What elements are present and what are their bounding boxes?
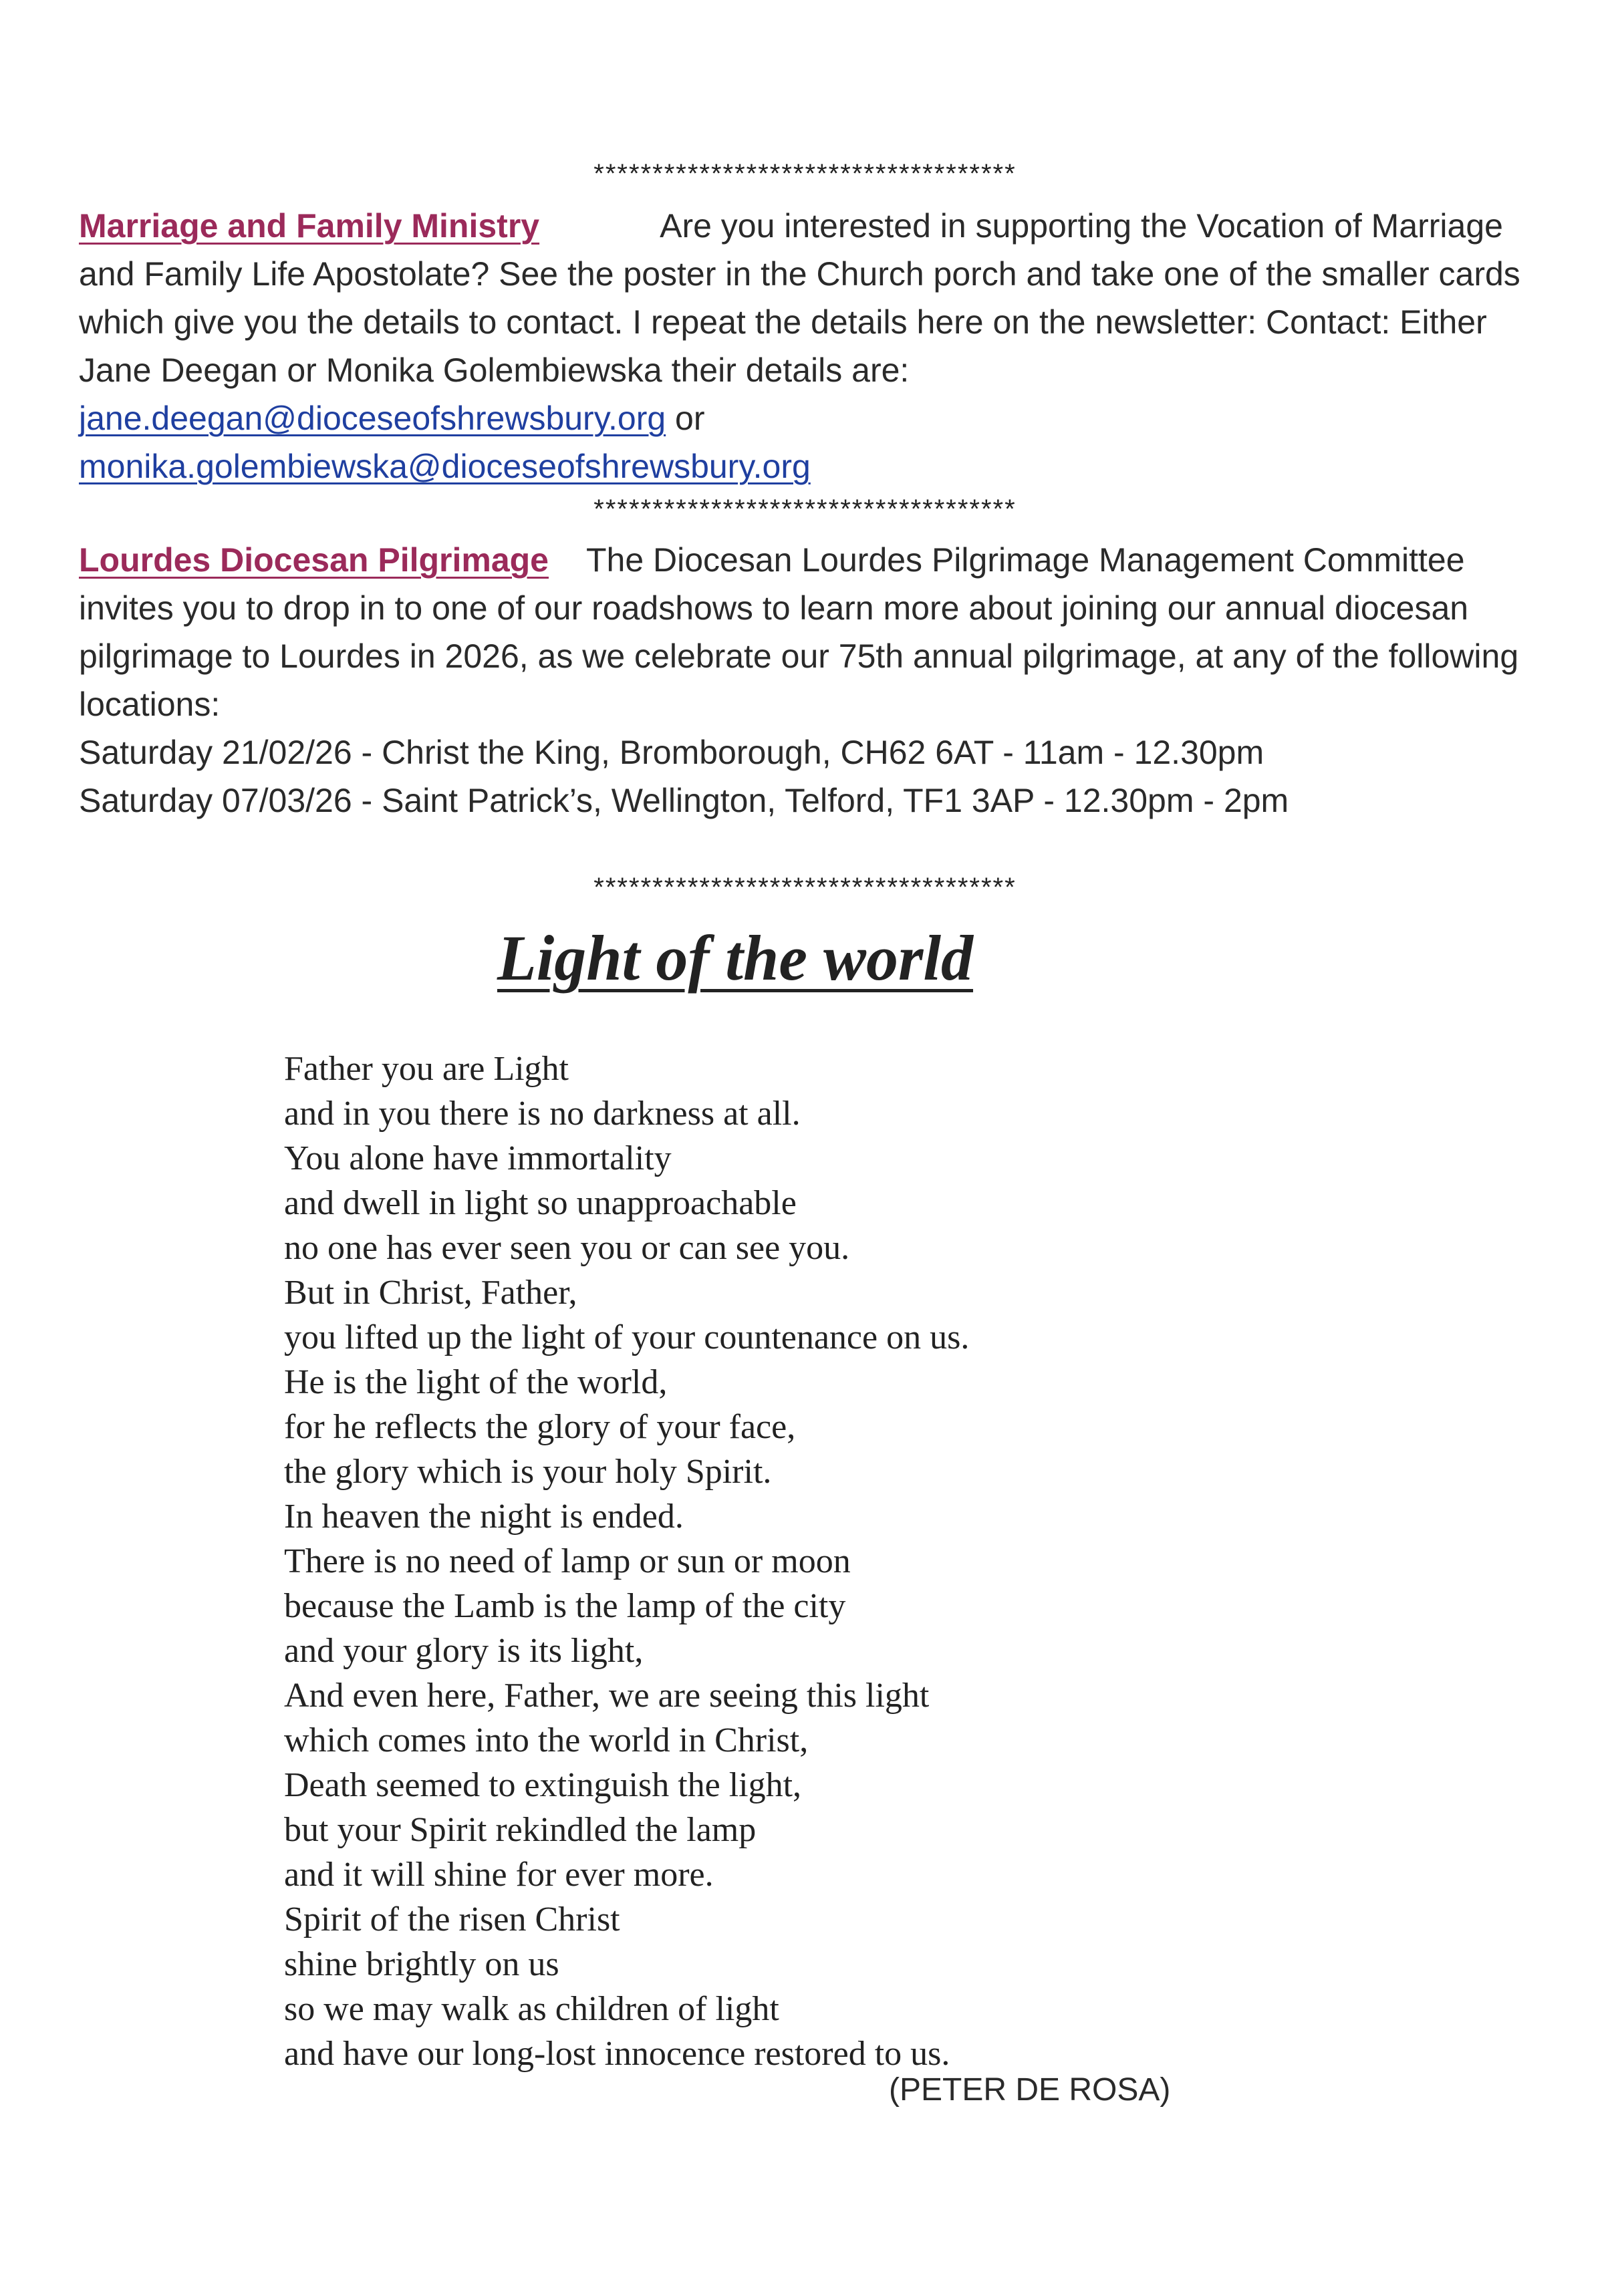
poem-line: the glory which is your holy Spirit.: [284, 1453, 772, 1491]
poem-line: which comes into the world in Christ,: [284, 1721, 809, 1759]
or-text: or: [666, 400, 705, 437]
poem-body: [284, 1046, 969, 2076]
poem-line: shine brightly on us: [284, 1945, 559, 1983]
poem-line: Spirit of the risen Christ: [284, 1900, 620, 1939]
poem-line: for he reflects the glory of your face,: [284, 1408, 796, 1446]
poem-line: so we may walk as children of light: [284, 1990, 779, 2028]
poem-line: There is no need of lamp or sun or moon: [284, 1542, 851, 1580]
poem-line: and your glory is its light,: [284, 1632, 644, 1670]
poem-line: you lifted up the light of your countenance on us.: [284, 1318, 970, 1356]
email-link-jane[interactable]: jane.deegan@dioceseofshrewsbury.org: [79, 400, 666, 437]
separator-2: ************************************: [593, 494, 1017, 524]
poem-line: You alone have immortality: [284, 1139, 672, 1177]
marriage-heading: Marriage and Family Ministry: [79, 207, 540, 245]
poem-line: and have our long-lost innocence restored to us.: [284, 2035, 950, 2073]
lourdes-heading: Lourdes Diocesan Pilgrimage: [79, 541, 549, 579]
event-line: Saturday 07/03/26 - Saint Patrick’s, Wellington, Telford, TF1 3AP - 12.30pm - 2pm: [79, 782, 1289, 819]
poem-line: and dwell in light so unapproachable: [284, 1184, 797, 1222]
poem-line: Father you are Light: [284, 1050, 569, 1088]
marriage-section: [79, 202, 1536, 490]
poem-line: Death seemed to extinguish the light,: [284, 1766, 802, 1804]
lourdes-text: The Diocesan Lourdes Pilgrimage Management Committee invites you to drop in to one of our roadshows to learn more about joining our annual diocesan pilgrimage to Lourdes in 2026, as we celebrate our 75th annual pilgrimage, at any of the following locations:: [79, 541, 1519, 723]
email-link-monika[interactable]: monika.golembiewska@dioceseofshrewsbury.org: [79, 448, 811, 485]
poem-line: but your Spirit rekindled the lamp: [284, 1811, 757, 1849]
poem-attribution: (PETER DE ROSA): [889, 2072, 1171, 2108]
lourdes-section: [79, 536, 1536, 825]
poem-line: In heaven the night is ended.: [284, 1497, 684, 1536]
poem-line: And even here, Father, we are seeing this light: [284, 1677, 930, 1715]
marriage-text: Are you interested in supporting the Vocation of Marriage and Family Life Apostolate? See the poster in the Church porch and take one of the smaller cards which give you the details to contact. I repeat the details here on the newsletter: Contact: Either Jane Deegan or Monika Golembiewska their details are:: [79, 207, 1520, 389]
event-line: Saturday 21/02/26 - Christ the King, Bromborough, CH62 6AT - 11am - 12.30pm: [79, 734, 1264, 771]
poem-line: because the Lamb is the lamp of the city: [284, 1587, 846, 1625]
poem-line: But in Christ, Father,: [284, 1274, 577, 1312]
separator-1: ************************************: [593, 159, 1017, 188]
poem-line: no one has ever seen you or can see you.: [284, 1229, 850, 1267]
poem-line: and it will shine for ever more.: [284, 1856, 714, 1894]
poem-line: and in you there is no darkness at all.: [284, 1095, 801, 1133]
poem-line: He is the light of the world,: [284, 1363, 668, 1401]
poem-title: Light of the world: [497, 922, 974, 994]
separator-3: ************************************: [593, 873, 1017, 902]
